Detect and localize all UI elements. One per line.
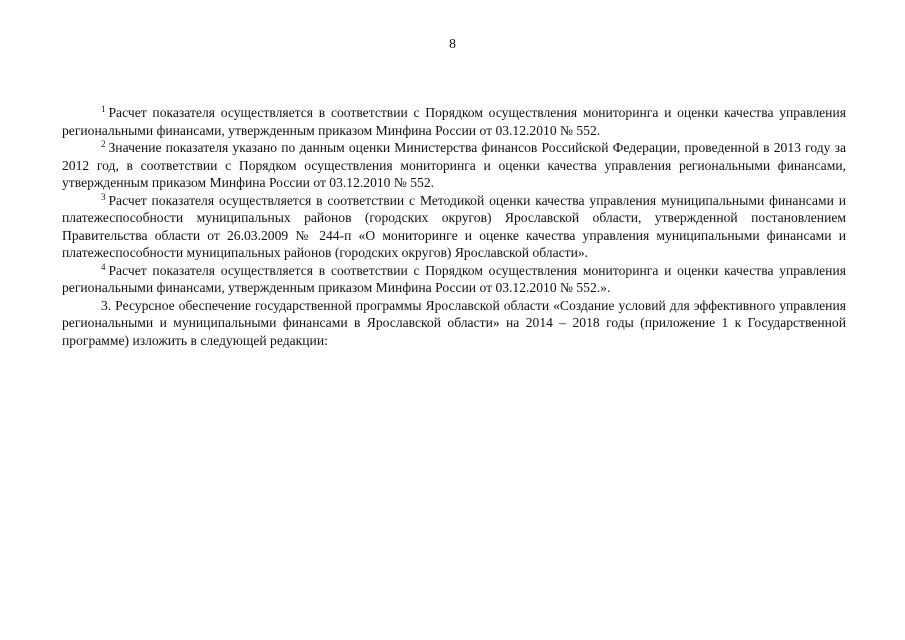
footnote-2 xyxy=(62,139,846,192)
footnote-text: Расчет показателя осуществляется в соответствии с Методикой оценки качества управления муниципальными финансами и платежеспособности муниципальных районов (городских округов) Ярославской области, утвержденной постановлением Правительства области от 26.03.2009 № 244-п «О мониторинге и оценке качества управления муниципальными финансами и платежеспособности муниципальных районов (городских округов) Ярославской области». xyxy=(62,192,846,260)
footnote-mark: 1 xyxy=(101,104,106,114)
footnote-1 xyxy=(62,104,846,139)
paragraph-3: 3. Ресурсное обеспечение государственной программы Ярославской области «Создание условий для эффективного управления региональными и муниципальными финансами в Ярославской области» на 2014 – 2018 годы (приложение 1 к Государственной программе) изложить в следующей редакции: xyxy=(62,297,846,348)
footnote-text: Расчет показателя осуществляется в соответствии с Порядком осуществления мониторинга и оценки качества управления региональными финансами, утвержденным приказом Минфина России от 03.12.2010 № 552.». xyxy=(62,262,846,295)
footnote-text: Расчет показателя осуществляется в соответствии с Порядком осуществления мониторинга и оценки качества управления региональными финансами, утвержденным приказом Минфина России от 03.12.2010 № 552. xyxy=(62,105,846,138)
footnote-mark: 2 xyxy=(101,139,106,149)
footnote-mark: 3 xyxy=(101,191,106,202)
footnote-text: Значение показателя указано по данным оценки Министерства финансов Российской Федерации, проведенной в 2013 году за 2012 год, в соответствии с Порядком осуществления мониторинга и оценки качества управления региональными финансами, утвержденным приказом Минфина России от 03.12.2010 № 552. xyxy=(62,140,846,190)
footnote-4 xyxy=(62,262,846,297)
document-body xyxy=(62,104,846,349)
page-number: 8 xyxy=(449,37,456,52)
footnote-3 xyxy=(62,192,846,262)
footnote-mark: 4 xyxy=(101,261,106,272)
